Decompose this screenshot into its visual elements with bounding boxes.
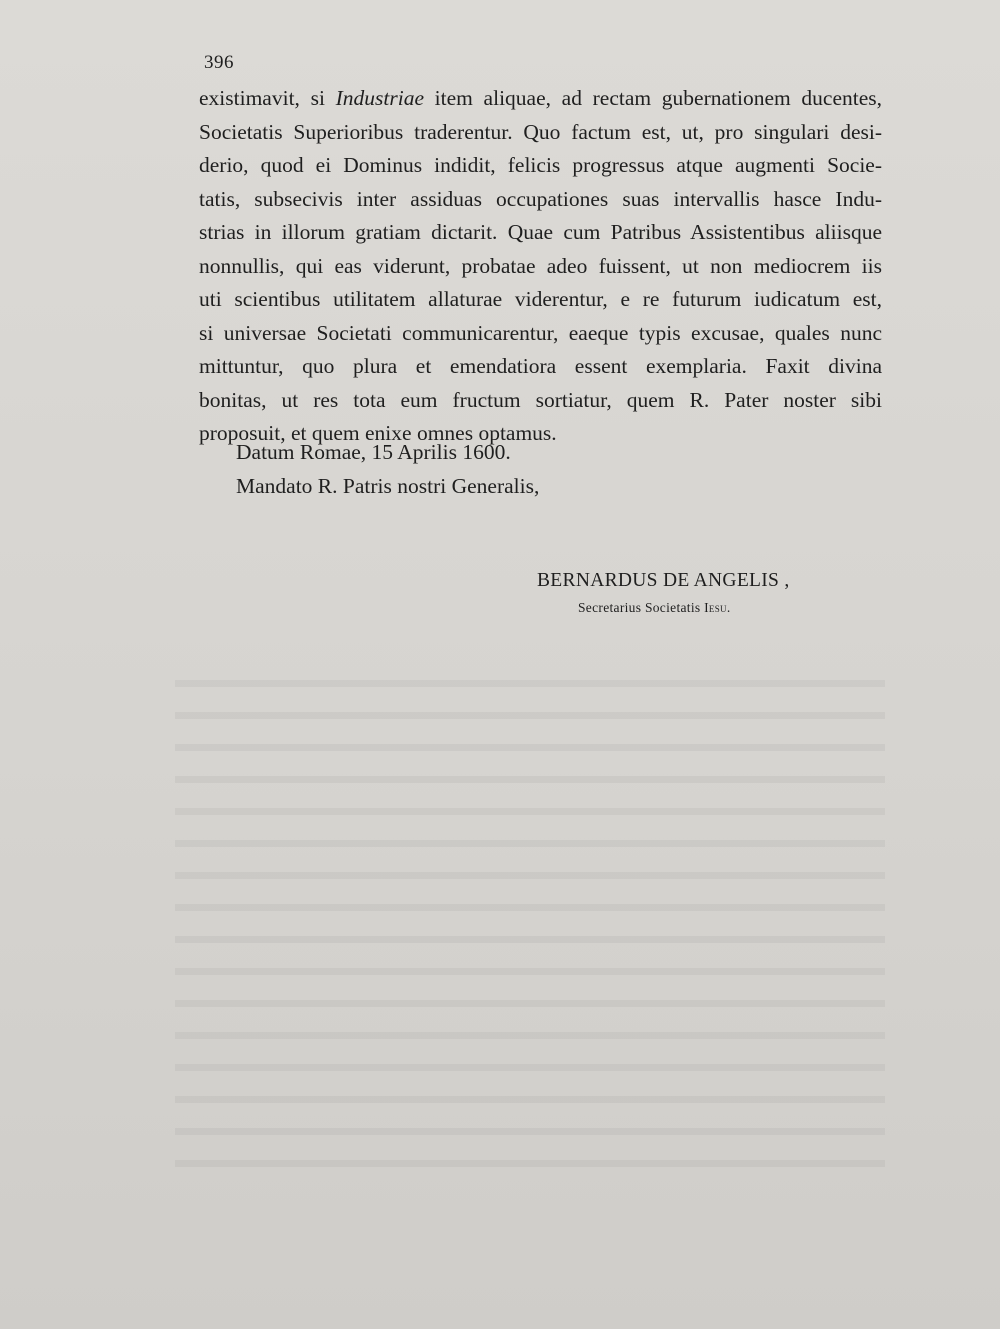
text-line-3: derio, quod ei Dominus indidit, felicis progressus atque augmenti Socie- xyxy=(199,153,882,177)
text-line-4: tatis, subsecivis inter assiduas occupationes suas intervallis hasce Indu- xyxy=(199,186,882,211)
bleed-through-texture xyxy=(175,660,885,1180)
date-line: Datum Romae, 15 Aprilis 1600. xyxy=(236,440,511,464)
text-line-6: nonnullis, qui eas viderunt, probatae adeo fuissent, ut non mediocrem iis xyxy=(199,253,882,278)
text-line-1: existimavit, si Industriae item aliquae, ad rectam gubernationem ducentes, xyxy=(199,86,882,110)
mandate-line: Mandato R. Patris nostri Generalis, xyxy=(236,474,540,498)
italic-word: Industriae xyxy=(335,86,424,110)
text-line-7: uti scientibus utilitatem allaturae viderentur, e re futurum iudicatum est, xyxy=(199,287,882,311)
signature-title: Secretarius Societatis Iesu. xyxy=(578,600,731,615)
text-line-8: si universae Societati communicarentur, eaeque typis excusae, quales nunc xyxy=(199,320,882,345)
signature-name: BERNARDUS DE ANGELIS , xyxy=(537,570,790,591)
page-number: 396 xyxy=(204,52,234,73)
body-paragraph xyxy=(199,82,882,451)
text-line-2: Societatis Superioribus traderentur. Quo factum est, ut, pro singulari desi- xyxy=(199,119,882,144)
text-line-10: bonitas, ut res tota eum fructum sortiatur, quem R. Pater noster sibi xyxy=(199,387,882,412)
text-line-5: strias in illorum gratiam dictarit. Quae cum Patribus Assistentibus aliisque xyxy=(199,220,882,244)
text-line-9: mittuntur, quo plura et emendatiora essent exemplaria. Faxit divina xyxy=(199,354,882,378)
text-line-11: proposuit, et quem enixe omnes optamus. xyxy=(199,421,557,445)
